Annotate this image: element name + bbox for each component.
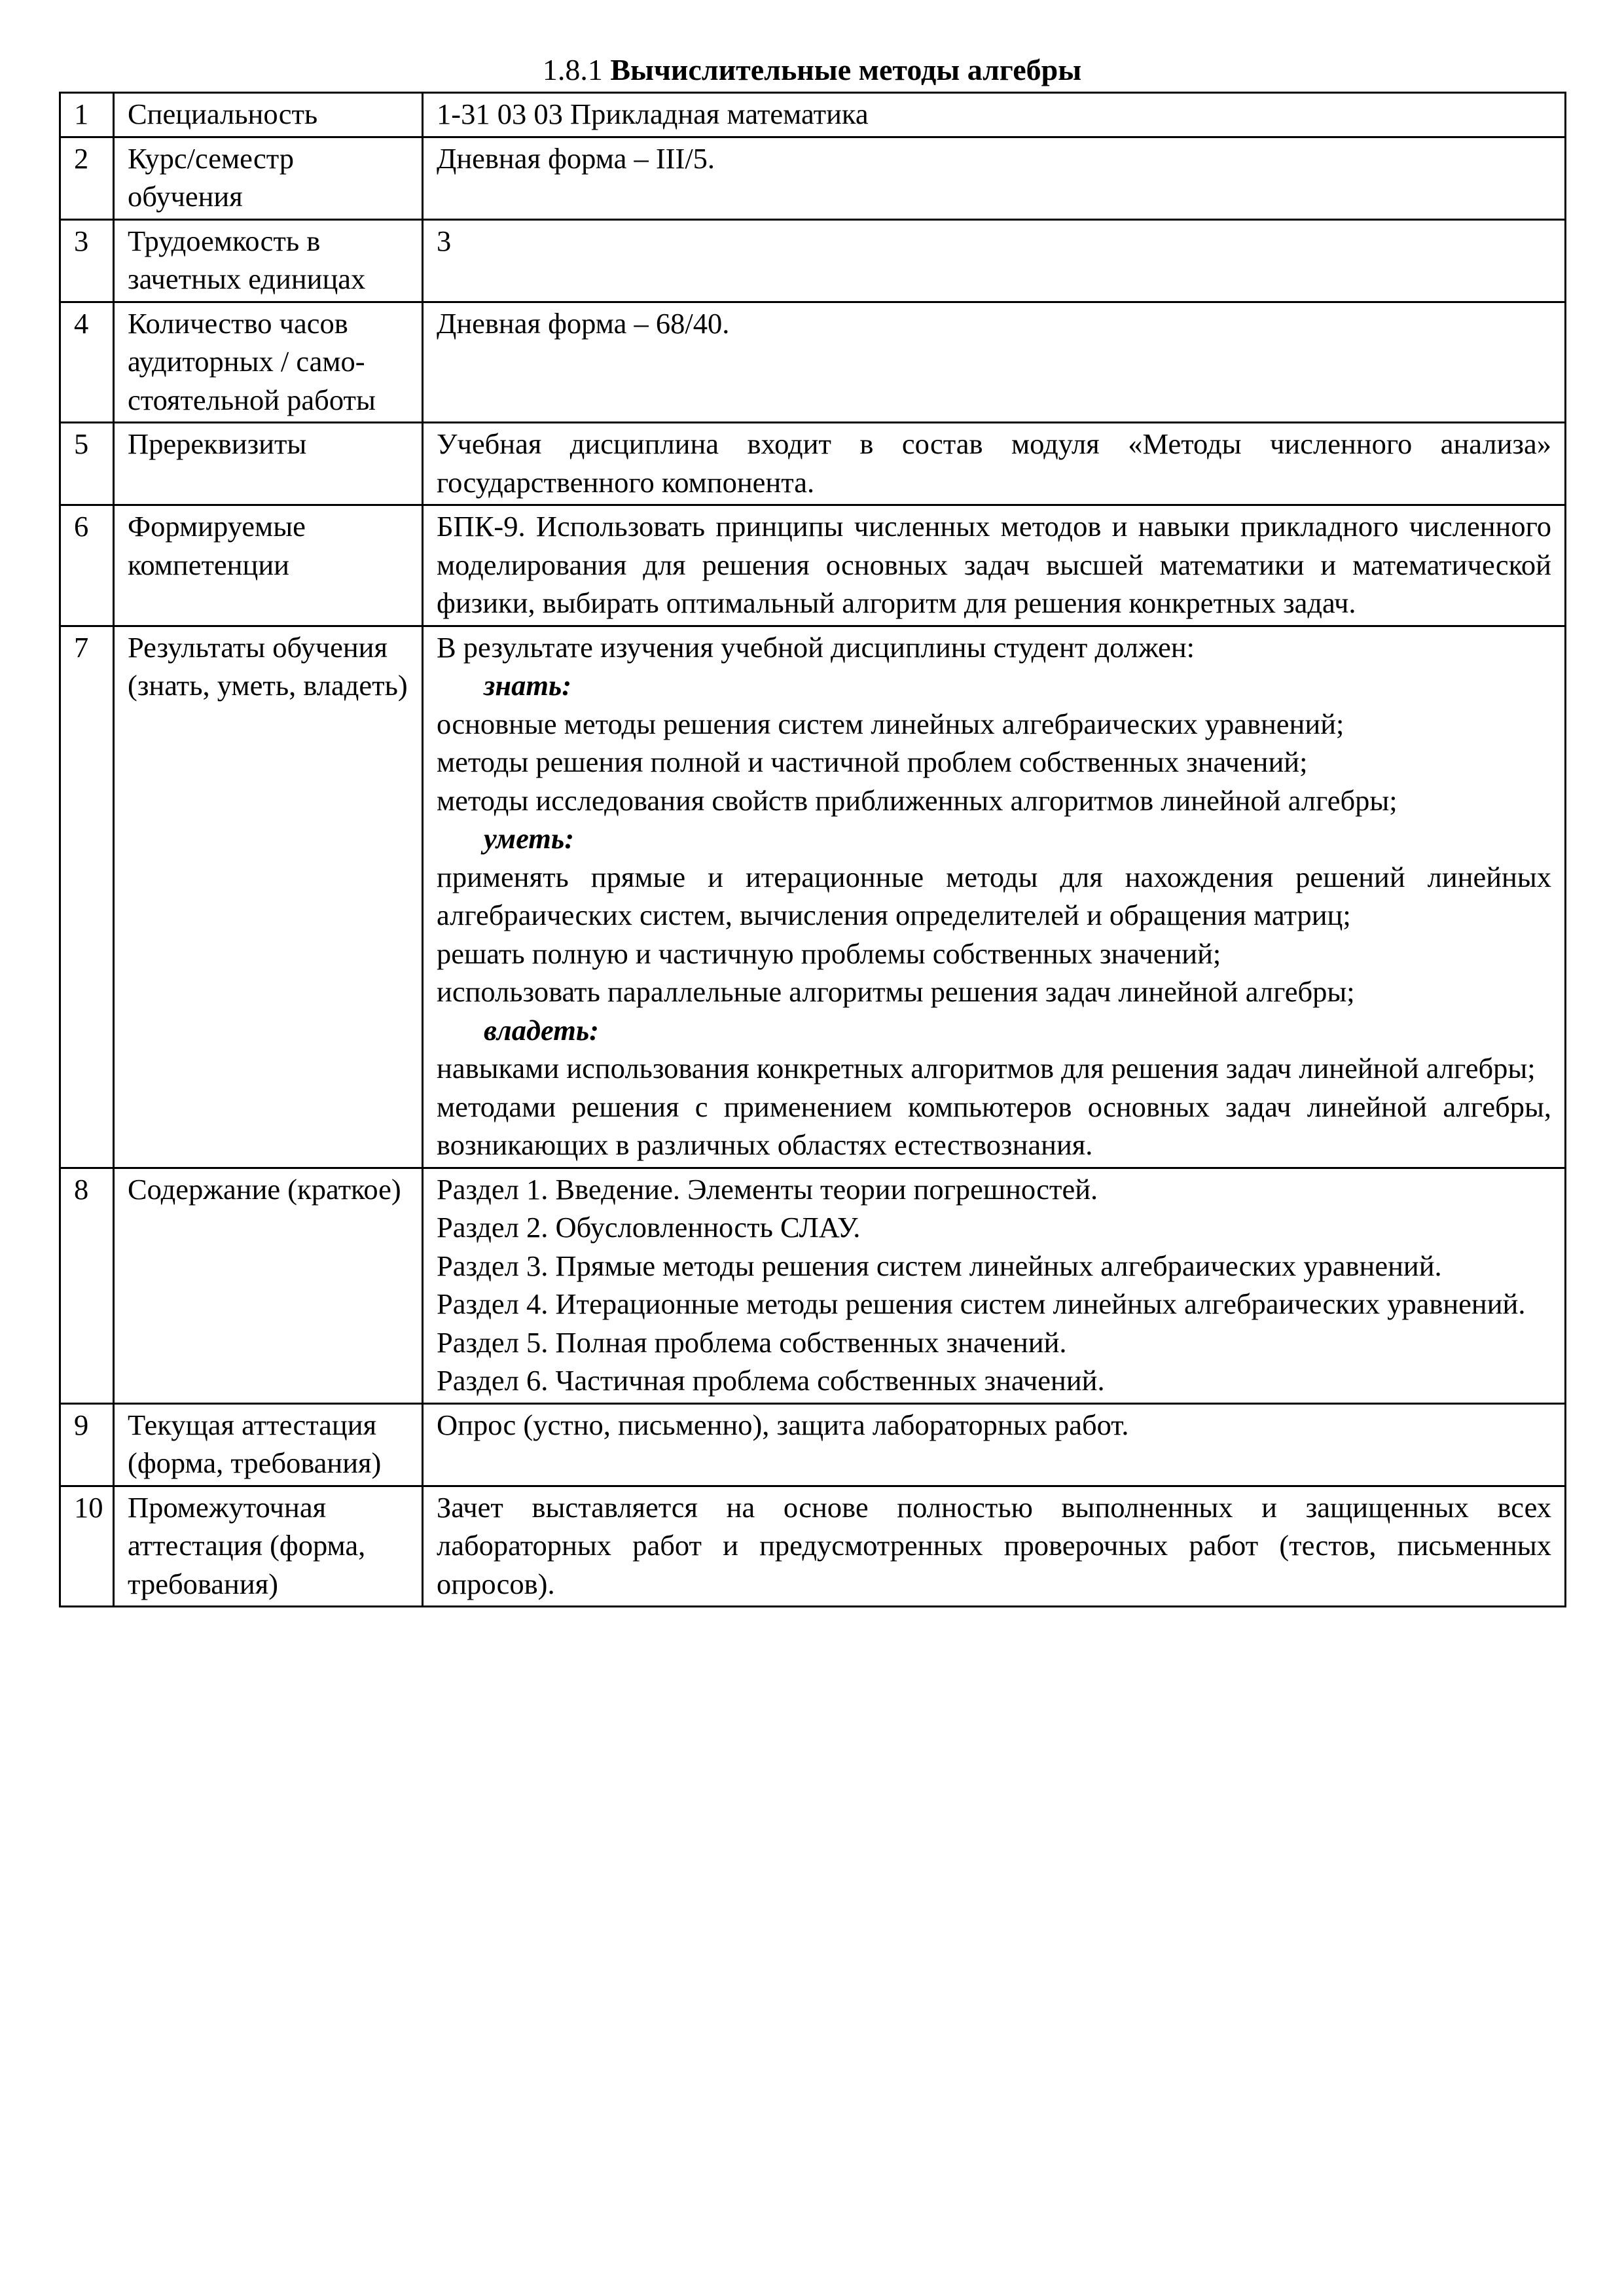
- list-item: навыками использования конкретных алгоритмов для решения задач линейной алгебры;: [437, 1052, 1536, 1085]
- row-number: 3: [60, 219, 114, 302]
- row-label: Промежуточная аттестация (форма, требования): [114, 1486, 423, 1607]
- row-value: 3: [423, 219, 1566, 302]
- row-value: Зачет выставляется на основе полностью выполненных и защищенных всех лабораторных работ и предусмотренных проверочных работ (тестов, письменных опросов).: [423, 1486, 1566, 1607]
- row-number: 6: [60, 505, 114, 626]
- row-label: Текущая аттестация (форма, требования): [114, 1403, 423, 1486]
- row-number: 5: [60, 423, 114, 505]
- course-content: [423, 1168, 1566, 1403]
- content-section: Раздел 1. Введение. Элементы теории погрешностей.: [437, 1172, 1098, 1206]
- row-value: Опрос (устно, письменно), защита лабораторных работ.: [423, 1403, 1566, 1486]
- row-number: 2: [60, 137, 114, 219]
- row-label: Специальность: [114, 93, 423, 137]
- row-label: Результаты обучения (знать, уметь, владеть): [114, 626, 423, 1168]
- content-section: Раздел 3. Прямые методы решения систем линейных алгебраических уравнений.: [437, 1249, 1442, 1282]
- syllabus-table: [59, 92, 1566, 1607]
- content-section: Раздел 6. Частичная проблема собственных значений.: [437, 1364, 1105, 1397]
- row-number: 9: [60, 1403, 114, 1486]
- table-row: [60, 302, 1566, 423]
- row-number: 4: [60, 302, 114, 423]
- row-label: Содержание (краткое): [114, 1168, 423, 1403]
- table-row: [60, 219, 1566, 302]
- table-row: [60, 626, 1566, 1168]
- row-number: 7: [60, 626, 114, 1168]
- list-item: основные методы решения систем линейных алгебраических уравнений;: [437, 707, 1344, 740]
- can-heading: уметь:: [484, 822, 575, 855]
- row-value: БПК-9. Использовать принципы численных методов и навыки прикладного численного моделирования для решения основных задач высшей математики и математической физики, выбирать оптимальный алгоритм для решения конкретных задач.: [423, 505, 1566, 626]
- table-row: [60, 505, 1566, 626]
- row-label: Пререквизиты: [114, 423, 423, 505]
- content-section: Раздел 5. Полная проблема собственных значений.: [437, 1325, 1067, 1359]
- row-label: Формируемые компетенции: [114, 505, 423, 626]
- list-item: решать полную и частичную проблемы собственных значений;: [437, 937, 1221, 970]
- list-item: методы решения полной и частичной проблем собственных значений;: [437, 745, 1308, 778]
- list-item: методы исследования свойств приближенных алгоритмов линейной алгебры;: [437, 783, 1398, 817]
- know-heading: знать:: [484, 669, 572, 702]
- row-value: Учебная дисциплина входит в состав модуля «Методы численного анализа» государственного компонента.: [423, 423, 1566, 505]
- title-number: 1.8.1: [542, 53, 603, 86]
- row-label: Трудоемкость в зачетных единицах: [114, 219, 423, 302]
- table-row: [60, 1168, 1566, 1403]
- row-number: 10: [60, 1486, 114, 1607]
- row-label: Курс/семестр обучения: [114, 137, 423, 219]
- outcomes-intro: В результате изучения учебной дисциплины студент должен:: [437, 630, 1195, 664]
- list-item: применять прямые и итерационные методы для нахождения решений линейных алгебраических систем, вычисления определителей и обращения матриц;: [437, 860, 1551, 931]
- content-section: Раздел 2. Обусловленность СЛАУ.: [437, 1211, 861, 1244]
- row-number: 8: [60, 1168, 114, 1403]
- master-heading: владеть:: [484, 1013, 599, 1047]
- table-row: [60, 1403, 1566, 1486]
- row-value: 1-31 03 03 Прикладная математика: [423, 93, 1566, 137]
- list-item: использовать параллельные алгоритмы решения задач линейной алгебры;: [437, 975, 1355, 1008]
- table-row: [60, 93, 1566, 137]
- document-title: [0, 52, 1624, 88]
- row-label: Количество часов аудиторных / само-стоятельной работы: [114, 302, 423, 423]
- row-value: Дневная форма – III/5.: [423, 137, 1566, 219]
- table-row: [60, 137, 1566, 219]
- row-value: Дневная форма – 68/40.: [423, 302, 1566, 423]
- title-text: Вычислительные методы алгебры: [610, 53, 1082, 86]
- row-number: 1: [60, 93, 114, 137]
- content-section: Раздел 4. Итерационные методы решения систем линейных алгебраических уравнений.: [437, 1287, 1526, 1320]
- table-row: [60, 1486, 1566, 1607]
- list-item: методами решения с применением компьютеров основных задач линейной алгебры, возникающих в различных областях естествознания.: [437, 1090, 1551, 1161]
- table-row: [60, 423, 1566, 505]
- learning-outcomes: [423, 626, 1566, 1168]
